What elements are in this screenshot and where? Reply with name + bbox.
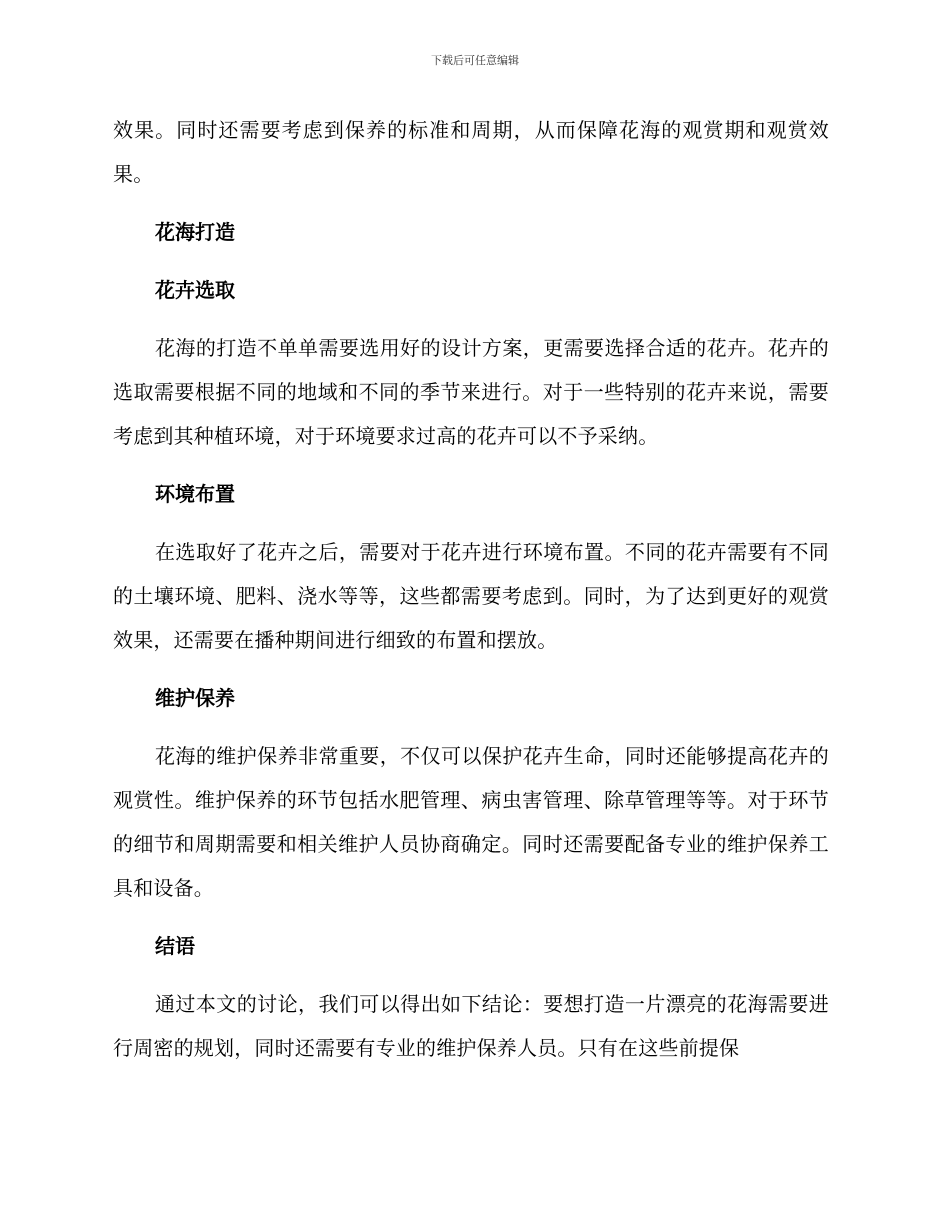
section-heading-flower-sea: 花海打造 [155,220,235,244]
paragraph-conclusion: 通过本文的讨论，我们可以得出如下结论：要想打造一片漂亮的花海需要进行周密的规划，同时还需要有专业的维护保养人员。只有在这些前提保 [113,992,829,1060]
section-heading-environment: 环境布置 [155,482,235,506]
page-header: 下载后可任意编辑 [431,54,519,67]
section-heading-conclusion: 结语 [155,934,195,958]
paragraph-maintenance: 花海的维护保养非常重要，不仅可以保护花卉生命，同时还能够提高花卉的观赏性。维护保养的环节包括水肥管理、病虫害管理、除草管理等等。对于环节的细节和周期需要和相关维护人员协商确定。同时还需要配备专业的维护保养工具和设备。 [113,744,829,900]
document-body [113,108,829,1070]
section-heading-maintenance: 维护保养 [155,686,235,710]
section-heading-flower-selection: 花卉选取 [155,278,235,302]
paragraph-environment: 在选取好了花卉之后，需要对于花卉进行环境布置。不同的花卉需要有不同的土壤环境、肥料、浇水等等，这些都需要考虑到。同时，为了达到更好的观赏效果，还需要在播种期间进行细致的布置和摆放。 [113,540,829,652]
paragraph-flower-selection: 花海的打造不单单需要选用好的设计方案，更需要选择合适的花卉。花卉的选取需要根据不同的地域和不同的季节来进行。对于一些特别的花卉来说，需要考虑到其种植环境，对于环境要求过高的花卉可以不予采纳。 [113,336,829,448]
intro-paragraph: 效果。同时还需要考虑到保养的标准和周期，从而保障花海的观赏期和观赏效果。 [113,118,829,186]
